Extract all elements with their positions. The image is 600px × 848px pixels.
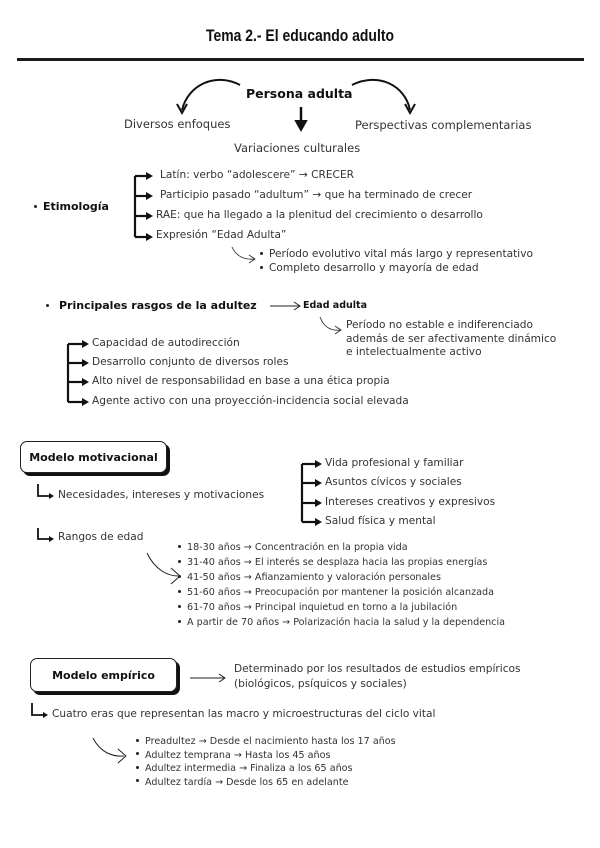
- rasgo-item: Alto nivel de responsabilidad en base a una ética propia: [92, 375, 390, 387]
- perspectivas-label: Perspectivas complementarias: [355, 118, 532, 132]
- rango-item: A partir de 70 años → Polarización hacia la salud y la dependencia: [178, 615, 505, 630]
- edad-adulta-description: Período no estable e indiferenciado además de ser afectivamente dinámico e intelectualmente activo: [346, 319, 557, 358]
- rangos-list: [178, 540, 505, 630]
- diversos-enfoques-label: Diversos enfoques: [124, 117, 231, 131]
- bullet-icon: [46, 304, 49, 307]
- era-item: Adultez temprana → Hasta los 45 años: [136, 749, 396, 763]
- cuatro-eras-label: Cuatro eras que representan las macro y microestructuras del ciclo vital: [52, 708, 436, 720]
- rango-item: 41-50 años → Afianzamiento y valoración personales: [178, 570, 505, 585]
- eras-list: [136, 735, 396, 789]
- rasgo-item: Agente activo con una proyección-incidencia social elevada: [92, 395, 409, 407]
- rasgo-item: Desarrollo conjunto de diversos roles: [92, 356, 289, 368]
- era-item: Adultez intermedia → Finaliza a los 65 años: [136, 762, 396, 776]
- etimologia-heading: Etimología: [34, 200, 109, 213]
- modelo-motivacional-box: Modelo motivacional: [20, 441, 167, 473]
- etimologia-item: Latín: verbo “adolescere” → CRECER: [160, 169, 355, 181]
- era-item: Preadultez → Desde el nacimiento hasta los 17 años: [136, 735, 396, 749]
- rasgos-heading: Principales rasgos de la adultez: [46, 299, 257, 312]
- necesidad-item: Vida profesional y familiar: [325, 457, 464, 469]
- page-title: Tema 2.- El educando adulto: [206, 26, 394, 45]
- etimologia-bracket: [135, 176, 148, 237]
- bullet-icon: [34, 205, 37, 208]
- variaciones-label: Variaciones culturales: [234, 141, 361, 155]
- rango-item: 61-70 años → Principal inquietud en torno a la jubilación: [178, 600, 505, 615]
- empirico-description: Determinado por los resultados de estudios empíricos (biológicos, psíquicos y sociales): [234, 663, 521, 690]
- modelo-empirico-box: Modelo empírico: [30, 658, 177, 692]
- rango-item: 51-60 años → Preocupación por mantener la posición alcanzada: [178, 585, 505, 600]
- necesidad-item: Intereses creativos y expresivos: [325, 496, 496, 508]
- persona-adulta-label: Persona adulta: [246, 86, 353, 101]
- necesidad-item: Asuntos cívicos y sociales: [325, 476, 462, 488]
- etimologia-item: Expresión “Edad Adulta”: [156, 229, 287, 241]
- etimologia-item: RAE: que ha llegado a la plenitud del crecimiento o desarrollo: [156, 209, 483, 221]
- necesidad-item: Salud física y mental: [325, 515, 436, 527]
- rasgo-item: Capacidad de autodirección: [92, 337, 240, 349]
- etimologia-item: Participio pasado “adultum” → que ha terminado de crecer: [160, 189, 473, 201]
- necesidades-label: Necesidades, intereses y motivaciones: [58, 489, 265, 501]
- etimologia-subitem: Período evolutivo vital más largo y representativo: [260, 248, 533, 260]
- edad-adulta-label: Edad adulta: [303, 300, 367, 311]
- rango-item: 31-40 años → El interés se desplaza hacia las propias energías: [178, 555, 505, 570]
- rango-item: 18-30 años → Concentración en la propia vida: [178, 540, 505, 555]
- etimologia-subitem: Completo desarrollo y mayoría de edad: [260, 262, 479, 274]
- era-item: Adultez tardía → Desde los 65 en adelante: [136, 776, 396, 790]
- rangos-label: Rangos de edad: [58, 531, 144, 543]
